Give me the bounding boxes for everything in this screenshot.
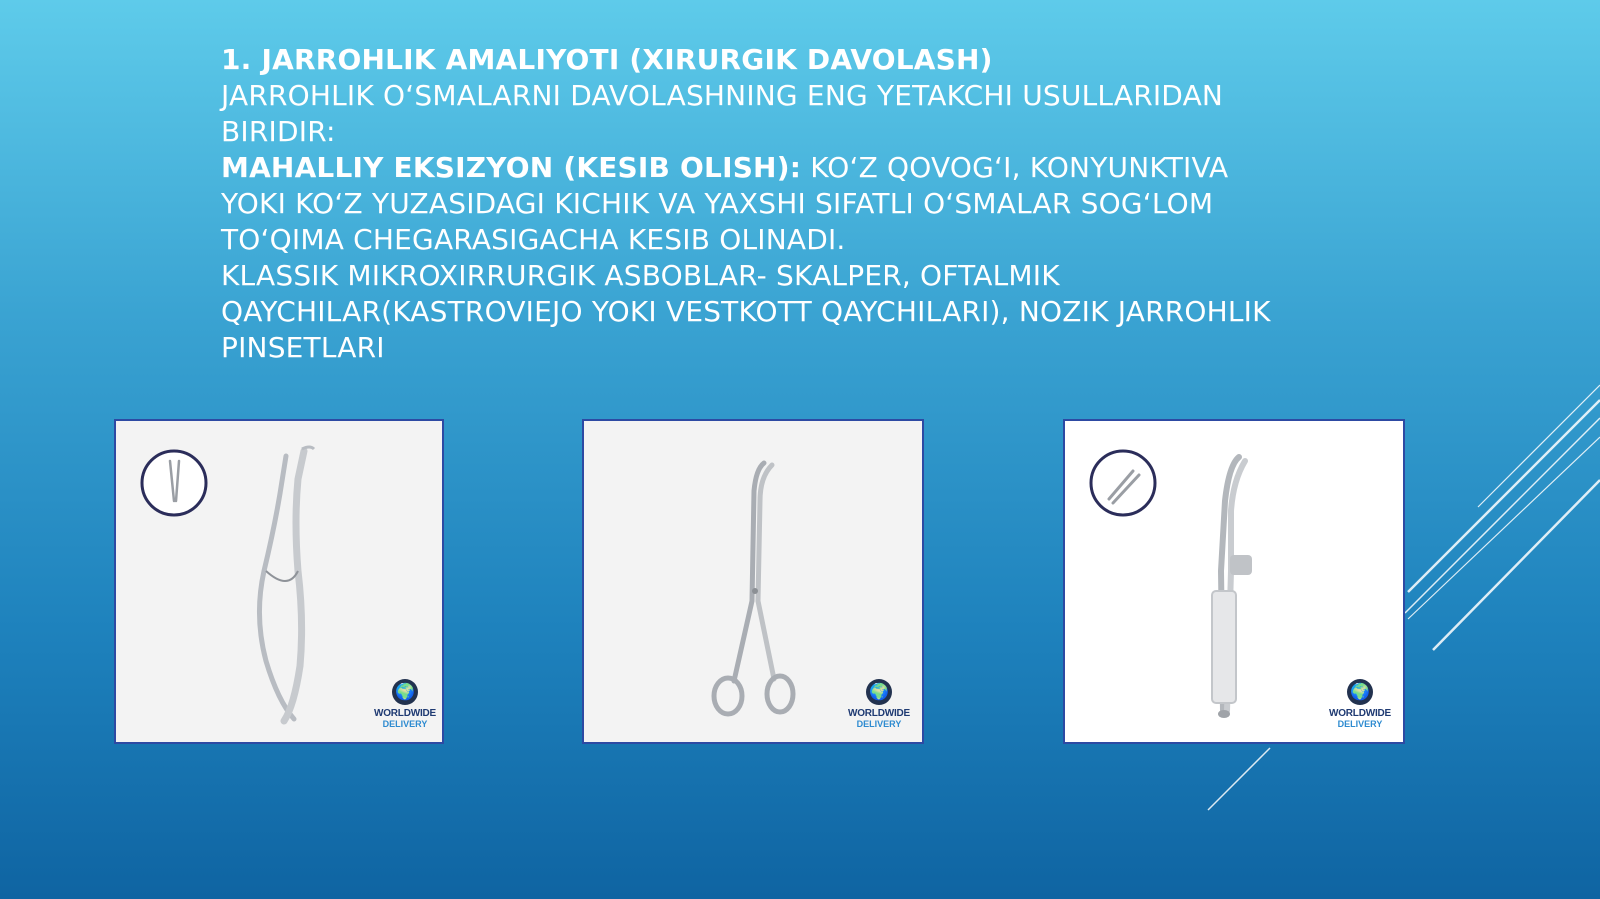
excision-term: MAHALLIY EKSIZYON (KESIB OLISH): (221, 151, 802, 184)
instruments-text: KLASSIK MIKROXIRRURGIK ASBOBLAR- SKALPER, OFTALMIK QAYCHILAR(KASTROVIEJO YOKI VESTKOTT QAYCHILARI), NOZIK JARROHLIK PINSETLARI (221, 259, 1271, 364)
worldwide-delivery-logo (1325, 679, 1395, 729)
curved-scissors-image (582, 419, 924, 744)
globe-icon: 🌍 (1347, 679, 1373, 705)
globe-icon: 🌍 (866, 679, 892, 705)
logo-line-1: WORLDWIDE (1328, 708, 1392, 719)
spring-scissors-image (114, 419, 444, 744)
logo-line-2: DELIVERY (856, 719, 902, 729)
excision-paragraph (221, 150, 1301, 258)
fine-forceps-image (1063, 419, 1405, 744)
slide-text (221, 42, 1301, 366)
globe-icon: 🌍 (392, 679, 418, 705)
logo-line-2: DELIVERY (1337, 719, 1383, 729)
slide-heading: 1. JARROHLIK AMALIYOTI (XIRURGIK DAVOLASH) (221, 43, 993, 76)
logo-line-1: WORLDWIDE (373, 708, 437, 719)
worldwide-delivery-logo (370, 679, 440, 729)
logo-line-1: WORLDWIDE (847, 708, 911, 719)
logo-line-2: DELIVERY (382, 719, 428, 729)
intro-text: JARROHLIK O‘SMALARNI DAVOLASHNING ENG YETAKCHI USULLARIDAN BIRIDIR: (221, 79, 1224, 148)
excision-description: KO‘Z QOVOG‘I, KONYUNKTIVA YOKI KO‘Z YUZASIDAGI KICHIK VA YAXSHI SIFATLI O‘SMALAR SOG‘LOM TO‘QIMA CHEGARASIGACHA KESIB OLINADI. (221, 151, 1229, 256)
worldwide-delivery-logo (844, 679, 914, 729)
